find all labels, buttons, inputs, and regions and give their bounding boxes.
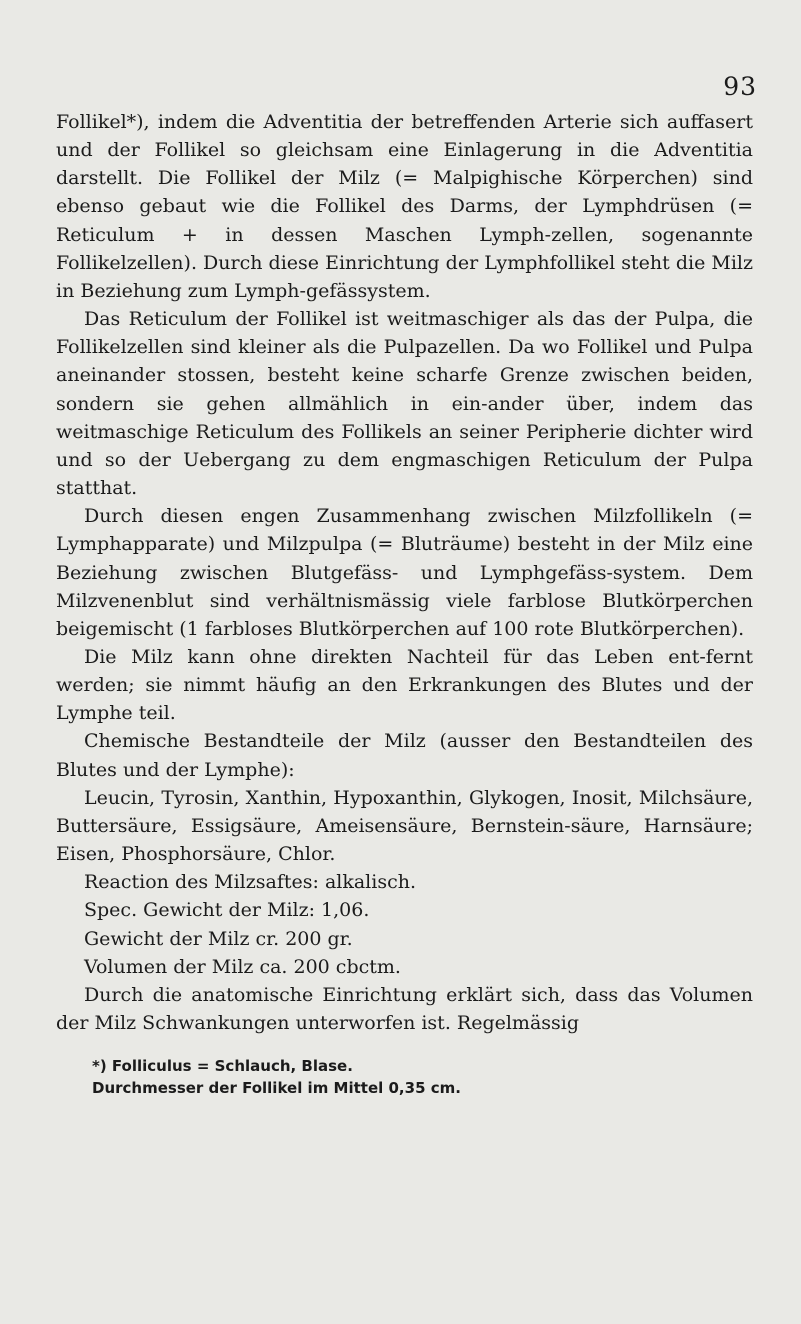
footnotes (56, 1055, 753, 1099)
paragraph: Leucin, Tyrosin, Xanthin, Hypoxanthin, Glykogen, Inosit, Milchsäure, Buttersäure, Essigsäure, Ameisensäure, Bernstein-säure, Harnsäure; Eisen, Phosphorsäure, Chlor. (56, 786, 753, 866)
paragraph: Reaction des Milzsaftes: alkalisch. (84, 871, 417, 894)
paragraph: Durch die anatomische Einrichtung erklärt sich, dass das Volumen der Milz Schwankungen unterworfen ist. Regelmässig (56, 983, 753, 1034)
paragraph: Durch diesen engen Zusammenhang zwischen Milzfollikeln (= Lymphapparate) und Milzpulpa (= Bluträume) besteht in der Milz eine Beziehung zwischen Blutgefäss- und Lymphgefäss-system. Dem Milzvenenblut sind verhältnismässig viele farblose Blutkörperchen beigemischt (1 farbloses Blutkörperchen auf 100 rote Blutkörperchen). (56, 505, 753, 640)
paragraph: Gewicht der Milz cr. 200 gr. (84, 927, 353, 950)
paragraph: Chemische Bestandteile der Milz (ausser den Bestandteilen des Blutes und der Lymphe): (56, 730, 753, 781)
footnote: *) Folliculus = Schlauch, Blase. (92, 1057, 353, 1076)
paragraph: Das Reticulum der Follikel ist weitmaschiger als das der Pulpa, die Follikelzellen sind kleiner als die Pulpazellen. Da wo Follikel und Pulpa aneinander stossen, besteht keine scharfe Grenze zwischen beiden, sondern sie gehen allmählich in ein-ander über, indem das weitmaschige Reticulum des Follikels an seiner Peripherie dichter wird und so der Uebergang zu dem engmaschigen Reticulum der Pulpa statthat. (56, 308, 753, 500)
paragraph: Die Milz kann ohne direkten Nachteil für das Leben ent-fernt werden; sie nimmt häufig an den Erkrankungen des Blutes und der Lymphe teil. (56, 645, 753, 725)
footnote: Durchmesser der Follikel im Mittel 0,35 cm. (92, 1079, 461, 1098)
paragraph: Follikel*), indem die Adventitia der betreffenden Arterie sich auffasert und der Follikel so gleichsam eine Einlagerung in die Adventitia darstellt. Die Follikel der Milz (= Malpighische Körperchen) sind ebenso gebaut wie die Follikel des Darms, der Lymphdrüsen (= Reticulum + in dessen Maschen Lymph-zellen, sogenannte Follikelzellen). Durch diese Einrichtung der Lymphfollikel steht die Milz in Beziehung zum Lymph-gefässystem. (56, 111, 753, 302)
paragraph: Volumen der Milz ca. 200 cbctm. (84, 955, 401, 978)
body-text (56, 108, 753, 1037)
paragraph: Spec. Gewicht der Milz: 1,06. (84, 899, 370, 922)
page-number: 93 (723, 72, 757, 101)
